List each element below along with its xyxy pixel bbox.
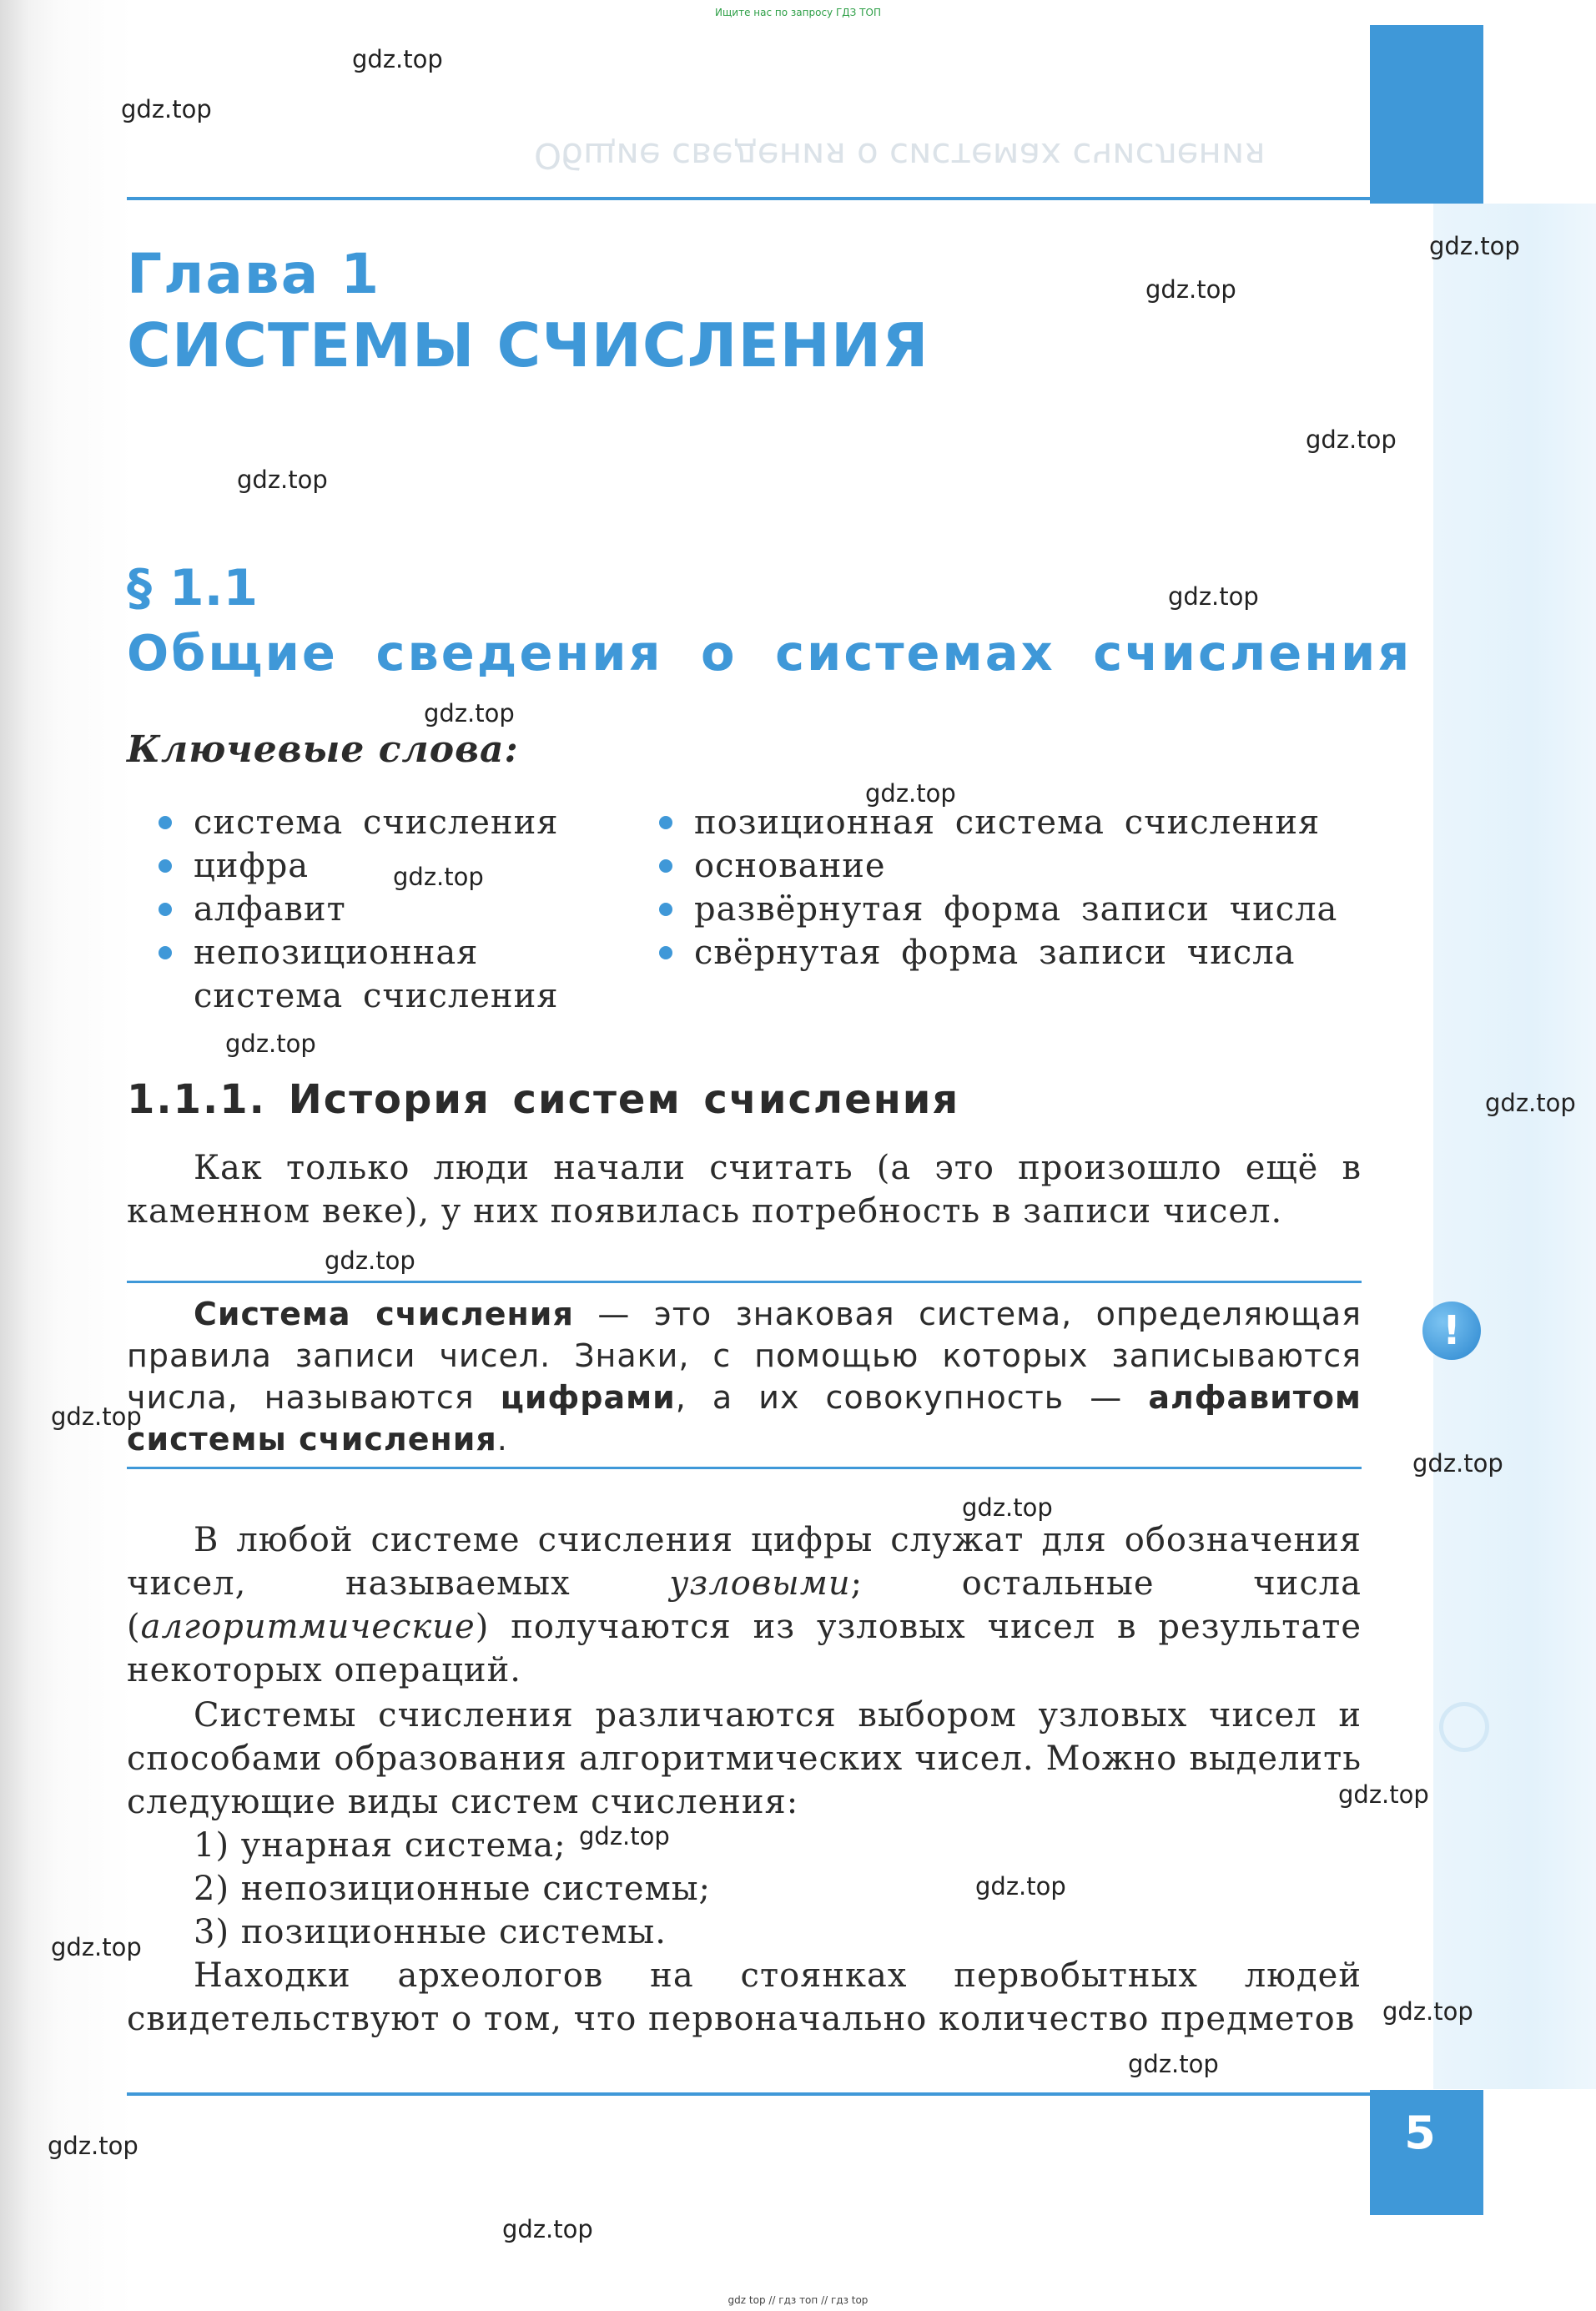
chapter-title: СИСТЕМЫ СЧИСЛЕНИЯ bbox=[127, 310, 929, 380]
keyword-item: непозиционная bbox=[159, 931, 676, 974]
margin-strip bbox=[1433, 204, 1596, 2089]
watermark: gdz.top bbox=[48, 2132, 138, 2160]
keywords-list-right bbox=[659, 801, 1377, 974]
section-title: Общие сведения о системах счисления bbox=[127, 624, 1412, 682]
watermark: gdz.top bbox=[352, 45, 443, 73]
definition-text-1: — это знаковая система, определяющая правила записи чисел. Знаки, с помощью которых записываются числа, называются bbox=[127, 1296, 1362, 1416]
watermark: gdz.top bbox=[865, 779, 956, 808]
watermark: gdz.top bbox=[121, 95, 212, 123]
definition-rule-top bbox=[127, 1281, 1362, 1283]
watermark: gdz.top bbox=[393, 863, 484, 891]
exclamation-icon: ! bbox=[1422, 1302, 1481, 1360]
paragraph-kinds: Системы счисления различаются выбором узловых чисел и способами образования алгоритмических чисел. Можно выделить следующие виды систем счисления: bbox=[127, 1696, 1362, 1821]
keyword-item: алфавит bbox=[159, 888, 676, 931]
keyword-item: свёрнутая форма записи числа bbox=[659, 931, 1377, 974]
definition-alphabet-term: алфавитом системы счисления bbox=[127, 1379, 1362, 1458]
watermark: gdz.top bbox=[1382, 1997, 1473, 2026]
definition-end: . bbox=[496, 1421, 508, 1458]
definition-text-2: , а их совокупность — bbox=[675, 1379, 1149, 1416]
watermark: gdz.top bbox=[579, 1822, 670, 1850]
list-item: 2) непозиционные системы; bbox=[194, 1870, 712, 1908]
watermark: gdz.top bbox=[1145, 275, 1236, 304]
watermark: gdz.top bbox=[225, 1030, 316, 1058]
watermark: gdz.top bbox=[975, 1872, 1066, 1901]
keyword-item: позиционная система счисления bbox=[659, 801, 1377, 844]
paragraph-archaeology: Находки археологов на стоянках первобытных людей свидетельствуют о том, что первоначально количество предметов bbox=[127, 1956, 1362, 2038]
watermark: gdz.top bbox=[502, 2215, 593, 2243]
watermark: gdz.top bbox=[325, 1246, 415, 1275]
keywords-list-left bbox=[159, 801, 676, 1018]
bleed-through-icon bbox=[1439, 1702, 1489, 1752]
chapter-label: Глава 1 bbox=[127, 242, 381, 306]
definition-rule-bottom bbox=[127, 1467, 1362, 1469]
watermark: gdz.top bbox=[962, 1493, 1053, 1522]
paragraph-nodal-numbers: В любой системе счисления цифры служат для обозначения чисел, называемых узловыми; остальные числа (алгоритмические) получаются из узловых чисел в результате некоторых операций. bbox=[127, 1521, 1362, 1689]
watermark: gdz.top bbox=[1338, 1780, 1429, 1809]
watermark: gdz.top bbox=[1168, 582, 1259, 611]
header-color-tab bbox=[1370, 25, 1483, 204]
subsection-title: 1.1.1. История систем счисления bbox=[127, 1076, 960, 1123]
watermark: gdz.top bbox=[237, 466, 328, 494]
footer-rule bbox=[127, 2092, 1370, 2096]
definition-digits-term: цифрами bbox=[500, 1379, 676, 1416]
bleed-through-header: Общие сведения о системах счисления bbox=[534, 135, 1266, 176]
definition-term: Система счисления bbox=[194, 1296, 574, 1332]
watermark: gdz.top bbox=[1412, 1449, 1503, 1478]
definition-block bbox=[127, 1293, 1362, 1460]
watermark: gdz.top bbox=[1429, 232, 1520, 260]
keywords-title: Ключевые слова: bbox=[127, 728, 519, 771]
list-item: 3) позиционные системы. bbox=[194, 1913, 667, 1951]
watermark: gdz.top bbox=[1128, 2050, 1219, 2078]
top-banner-text: Ищите нас по запросу ГДЗ ТОП bbox=[715, 7, 881, 18]
page-number: 5 bbox=[1404, 2107, 1436, 2159]
watermark: gdz.top bbox=[51, 1402, 142, 1431]
section-number: § 1.1 bbox=[127, 559, 259, 617]
watermark: gdz.top bbox=[424, 699, 515, 728]
term-algorithmic: алгоритмические bbox=[140, 1608, 476, 1646]
watermark: gdz.top bbox=[1485, 1089, 1576, 1117]
term-nodal: узловыми bbox=[669, 1564, 851, 1603]
list-item: 1) унарная система; bbox=[194, 1826, 566, 1865]
keyword-item: цифра bbox=[159, 844, 676, 888]
bottom-banner-text: gdz top // гдз топ // гдз top bbox=[728, 2294, 868, 2306]
watermark: gdz.top bbox=[1306, 425, 1397, 454]
header-rule bbox=[127, 197, 1370, 200]
keyword-item: развёрнутая форма записи числа bbox=[659, 888, 1377, 931]
keyword-item-continuation: система счисления bbox=[194, 977, 559, 1015]
keyword-item: основание bbox=[659, 844, 1377, 888]
keyword-item: система счисления bbox=[159, 801, 676, 844]
watermark: gdz.top bbox=[51, 1933, 142, 1961]
paragraph-intro: Как только люди начали считать (а это произошло ещё в каменном веке), у них появилась потребность в записи чисел. bbox=[127, 1149, 1362, 1231]
